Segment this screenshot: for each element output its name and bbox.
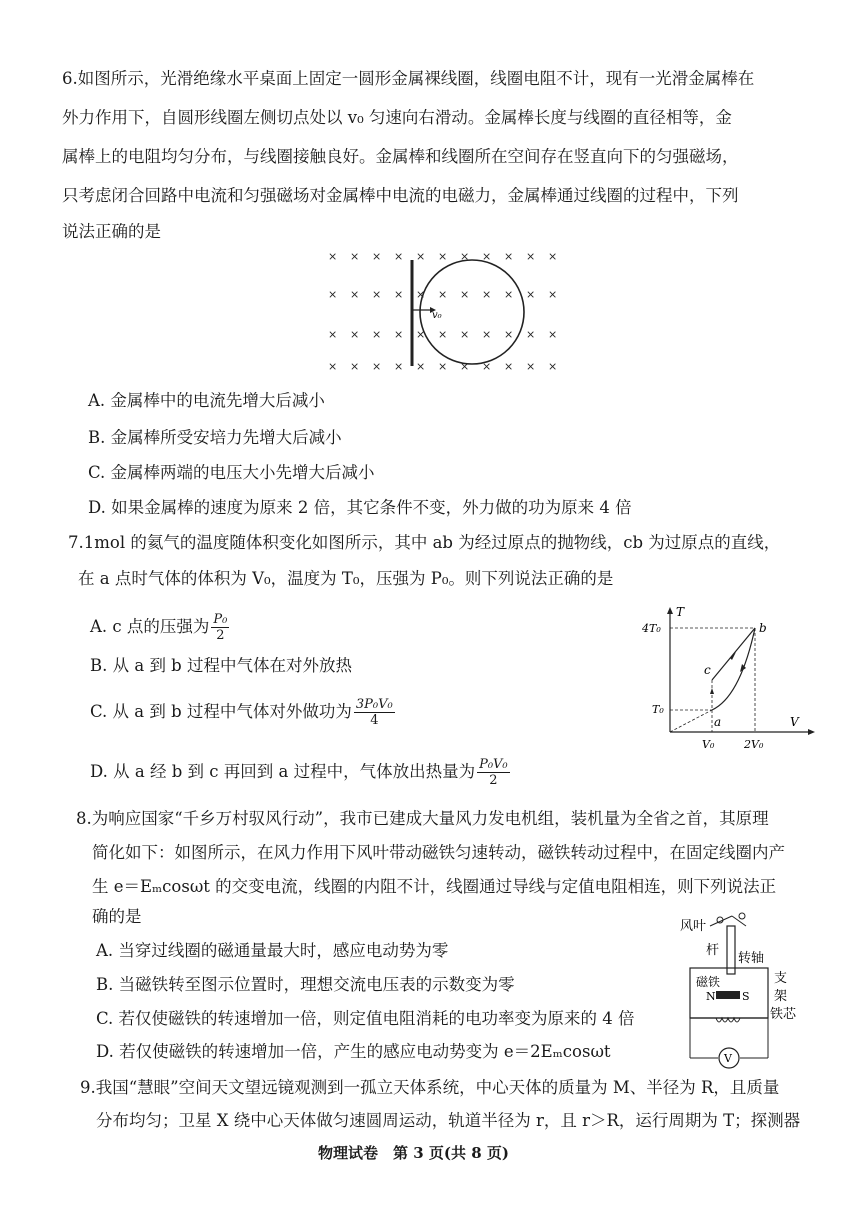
- q8-line-4: 确的是: [92, 907, 142, 926]
- q8-line-2: 简化如下：如图所示，在风力作用下风叶带动磁铁匀速转动，磁铁转动过程中，在固定线圈内产: [92, 843, 785, 862]
- shaft: [727, 926, 735, 974]
- q9-line-1: 9.我国“慧眼”空间天文望远镜观测到一孤立天体系统，中心天体的质量为 M、半径为 R，且质量: [80, 1078, 780, 1097]
- field-x-mark: ×: [394, 288, 404, 301]
- field-x-mark: ×: [526, 288, 536, 301]
- field-x-mark: ×: [548, 328, 558, 341]
- field-x-mark: ×: [328, 250, 338, 263]
- y-tick-t0: T₀: [652, 703, 664, 716]
- q8-line-3: 生 e＝Eₘcosωt 的交变电流，线圈的内阻不计，线圈通过导线与定值电阻相连，则下列说法正: [92, 877, 777, 896]
- field-x-mark: ×: [548, 360, 558, 373]
- field-x-mark: ×: [482, 360, 492, 373]
- q6-line-5: 说法正确的是: [62, 222, 161, 241]
- field-x-mark: ×: [328, 360, 338, 373]
- field-x-mark: ×: [460, 360, 470, 373]
- field-x-mark: ×: [482, 328, 492, 341]
- label-fengye: 风叶: [680, 919, 707, 934]
- field-x-mark: ×: [438, 288, 448, 301]
- field-x-mark: ×: [394, 250, 404, 263]
- label-n: N: [706, 990, 716, 1003]
- q7-line-1: 7.1mol 的氦气的温度随体积变化如图所示，其中 ab 为经过原点的抛物线，cb 为过原点的直线，: [68, 533, 781, 552]
- field-x-mark: ×: [416, 328, 426, 341]
- label-zhuanzhou: 转轴: [738, 951, 765, 966]
- field-x-mark: ×: [350, 360, 360, 373]
- y-tick-4t0: 4T₀: [642, 622, 661, 635]
- q6-option-d: D. 如果金属棒的速度为原来 2 倍，其它条件不变，外力做的功为原来 4 倍: [88, 498, 632, 517]
- field-x-mark: ×: [482, 250, 492, 263]
- q6-line-1: 6.如图所示，光滑绝缘水平桌面上固定一圆形金属裸线圈，线圈电阻不计，现有一光滑金属棒在: [62, 69, 755, 88]
- field-x-mark: ×: [504, 288, 514, 301]
- field-x-mark: ×: [504, 360, 514, 373]
- q7-line-2: 在 a 点时气体的体积为 V₀，温度为 T₀，压强为 P₀。则下列说法正确的是: [78, 569, 614, 588]
- field-x-mark: ×: [460, 250, 470, 263]
- field-x-mark: ×: [350, 288, 360, 301]
- field-x-mark: ×: [526, 360, 536, 373]
- voltmeter-label: V: [724, 1052, 732, 1065]
- q7-option-c: C. 从 a 到 b 过程中气体对外做功为 $\frac{\text{3P₀V₀}}{4}$: [90, 697, 393, 728]
- field-x-mark: ×: [438, 360, 448, 373]
- field-x-mark: ×: [526, 328, 536, 341]
- magnet: [716, 991, 740, 999]
- x-tick-2v0: 2V₀: [744, 738, 764, 751]
- field-x-mark: ×: [504, 328, 514, 341]
- parabola-ab: [712, 628, 755, 710]
- label-s: S: [742, 990, 750, 1003]
- q7-option-a: A. c 点的压强为 $\frac{\text{P₀}}{2}$: [90, 612, 228, 643]
- point-b: b: [759, 621, 767, 635]
- field-x-mark: ×: [548, 288, 558, 301]
- page-footer: 物理试卷 第 3 页(共 8 页): [318, 1144, 509, 1162]
- field-x-mark: ×: [328, 288, 338, 301]
- field-x-mark: ×: [350, 328, 360, 341]
- field-x-mark: ×: [482, 288, 492, 301]
- q8-wind-generator-figure: [670, 904, 800, 1072]
- field-x-mark: ×: [438, 328, 448, 341]
- field-x-mark: ×: [548, 250, 558, 263]
- t-axis-label: T: [676, 605, 685, 619]
- field-x-mark: ×: [438, 250, 448, 263]
- field-x-mark: ×: [394, 360, 404, 373]
- q6-line-2: 外力作用下，自圆形线圈左侧切点处以 v₀ 匀速向右滑动。金属棒长度与线圈的直径相等，金: [62, 108, 732, 127]
- q6-option-b: B. 金属棒所受安培力先增大后减小: [88, 428, 342, 447]
- field-x-mark: ×: [416, 288, 426, 301]
- v0-label: v₀: [432, 310, 442, 321]
- q6-magnetic-field-figure: [320, 248, 580, 378]
- label-tiexin: 铁芯: [770, 1007, 797, 1022]
- q8-option-b: B. 当磁铁转至图示位置时，理想交流电压表的示数变为零: [96, 975, 515, 994]
- label-citie: 磁铁: [696, 975, 721, 989]
- q6-option-c: C. 金属棒两端的电压大小先增大后减小: [88, 463, 375, 482]
- q9-line-2: 分布均匀；卫星 X 绕中心天体做匀速圆周运动，轨道半径为 r，且 r＞R，运行周期为 T；探测器: [96, 1111, 801, 1130]
- field-x-mark: ×: [328, 328, 338, 341]
- q7-tv-graph: [640, 602, 820, 752]
- field-x-mark: ×: [372, 360, 382, 373]
- field-x-mark: ×: [372, 288, 382, 301]
- field-x-mark: ×: [416, 250, 426, 263]
- field-x-mark: ×: [416, 360, 426, 373]
- q8-option-d: D. 若仅使磁铁的转速增加一倍，产生的感应电动势变为 e＝2Eₘcosωt: [96, 1042, 611, 1061]
- q6-line-3: 属棒上的电阻均匀分布，与线圈接触良好。金属棒和线圈所在空间存在竖直向下的匀强磁场，: [62, 147, 739, 166]
- field-x-mark: ×: [372, 328, 382, 341]
- label-jia: 架: [774, 989, 788, 1004]
- field-x-mark: ×: [394, 328, 404, 341]
- field-x-mark: ×: [460, 288, 470, 301]
- field-x-mark: ×: [350, 250, 360, 263]
- label-zhi: 支: [774, 971, 788, 986]
- point-c: c: [704, 663, 711, 677]
- point-a: a: [714, 715, 722, 729]
- q6-option-a: A. 金属棒中的电流先增大后减小: [88, 391, 325, 410]
- q6-line-4: 只考虑闭合回路中电流和匀强磁场对金属棒中电流的电磁力，金属棒通过线圈的过程中，下列: [62, 186, 739, 205]
- field-x-mark: ×: [504, 250, 514, 263]
- field-x-mark: ×: [372, 250, 382, 263]
- x-tick-v0: V₀: [702, 738, 715, 751]
- q7-option-d: D. 从 a 经 b 到 c 再回到 a 过程中，气体放出热量为 $\frac{\text{P₀V₀}}{2}$: [90, 757, 508, 788]
- field-x-mark: ×: [460, 328, 470, 341]
- field-x-mark: ×: [526, 250, 536, 263]
- v-axis-label: V: [790, 715, 799, 729]
- q8-option-c: C. 若仅使磁铁的转速增加一倍，则定值电阻消耗的电功率变为原来的 4 倍: [96, 1009, 635, 1028]
- q8-line-1: 8.为响应国家“千乡万村驭风行动”，我市已建成大量风力发电机组，装机量为全省之首，其原理: [76, 809, 769, 828]
- q7-option-b: B. 从 a 到 b 过程中气体在对外放热: [90, 656, 352, 675]
- q8-option-a: A. 当穿过线圈的磁通量最大时，感应电动势为零: [96, 941, 449, 960]
- label-gan: 杆: [706, 943, 720, 958]
